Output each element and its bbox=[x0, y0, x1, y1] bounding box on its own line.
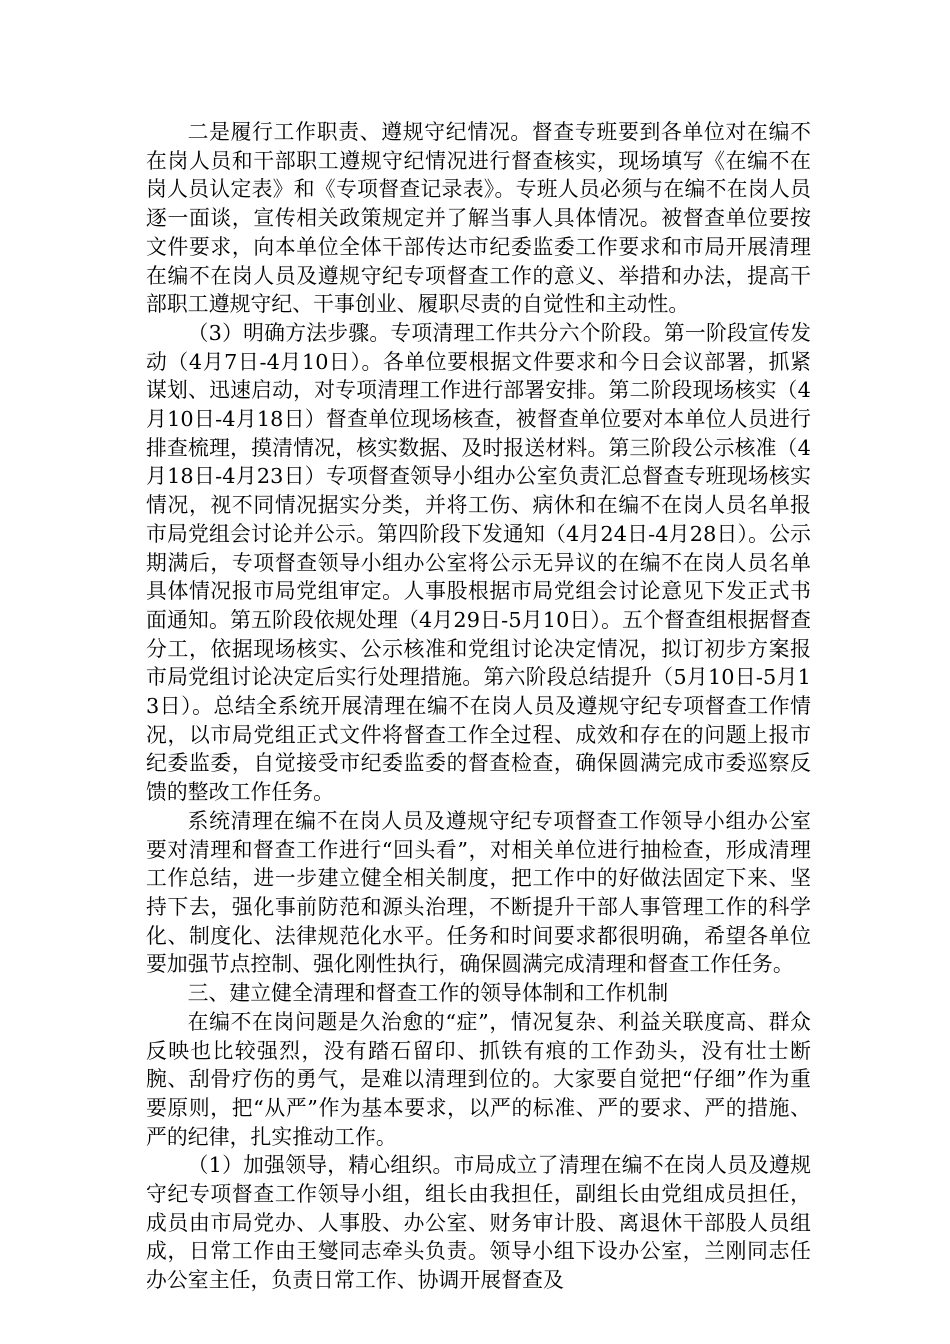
paragraph-leadership-group: （1）加强领导，精心组织。市局成立了清理在编不在岗人员及遵规守纪专项督查工作领导小组，组长由我担任，副组长由党组成员担任，成员由市局党办、人事股、办公室、财务审计股、离退休干部股人员组成，日常工作由王燮同志牵头负责。领导小组下设办公室，兰刚同志任办公室主任，负责日常工作、协调开展督查及 bbox=[146, 1153, 811, 1293]
paragraph-look-back: 系统清理在编不在岗人员及遵规守纪专项督查工作领导小组办公室要对清理和督查工作进行“回头看”，对相关单位进行抽检查，形成清理工作总结，进一步建立健全相关制度，把工作中的好做法固定下来、坚持下去，强化事前防范和源头治理，不断提升干部人事管理工作的科学化、制度化、法律规范化水平。任务和时间要求都很明确，希望各单位要加强节点控制、强化刚性执行，确保圆满完成清理和督查工作任务。 bbox=[146, 808, 811, 977]
paragraph-problem-statement: 在编不在岗问题是久治愈的“症”，情况复杂、利益关联度高、群众反映也比较强烈，没有踏石留印、抓铁有痕的工作劲头，没有壮士断腕、刮骨疗伤的勇气，是难以清理到位的。大家要自觉把“仔细”作为重要原则，把“从严”作为基本要求，以严的标准、严的要求、严的措施、严的纪律，扎实推动工作。 bbox=[146, 1009, 811, 1149]
section-heading-leadership: 三、建立健全清理和督查工作的领导体制和工作机制 bbox=[187, 981, 669, 1006]
paragraph-method-steps: （3）明确方法步骤。专项清理工作共分六个阶段。第一阶段宣传发动（4月7日-4月10日）。各单位要根据文件要求和今日会议部署，抓紧谋划、迅速启动，对专项清理工作进行部署安排。第二阶段现场核实（4月10日-4月18日）督查单位现场核查，被督查单位要对本单位人员进行排查梳理，摸清情况，核实数据、及时报送材料。第三阶段公示核准（4月18日-4月23日）专项督查领导小组办公室负责汇总督查专班现场核实情况，视不同情况据实分类，并将工伤、病休和在编不在岗人员名单报市局党组会讨论并公示。第四阶段下发通知（4月24日-4月28日）。公示期满后，专项督查领导小组办公室将公示无异议的在编不在岗人员名单具体情况报市局党组审定。人事股根据市局党组会讨论意见下发正式书面通知。第五阶段依规处理（4月29日-5月10日）。五个督查组根据督查分工，依据现场核实、公示核准和党组讨论决定情况，拟订初步方案报市局党组讨论决定后实行处理措施。第六阶段总结提升（5月10日-5月13日）。总结全系统开展清理在编不在岗人员及遵规守纪专项督查工作情况，以市局党组正式文件将督查工作全过程、成效和存在的问题上报市纪委监委，自觉接受市纪委监委的督查检查，确保圆满完成市委巡察反馈的整改工作任务。 bbox=[146, 320, 811, 805]
document-body bbox=[146, 118, 811, 1295]
paragraph-duty-discipline: 二是履行工作职责、遵规守纪情况。督查专班要到各单位对在编不在岗人员和干部职工遵规守纪情况进行督查核实，现场填写《在编不在岗人员认定表》和《专项督查记录表》。专班人员必须与在编不在岗人员逐一面谈，宣传相关政策规定并了解当事人具体情况。被督查单位要按文件要求，向本单位全体干部传达市纪委监委工作要求和市局开展清理在编不在岗人员及遵规守纪专项督查工作的意义、举措和办法，提高干部职工遵规守纪、干事创业、履职尽责的自觉性和主动性。 bbox=[146, 120, 811, 317]
